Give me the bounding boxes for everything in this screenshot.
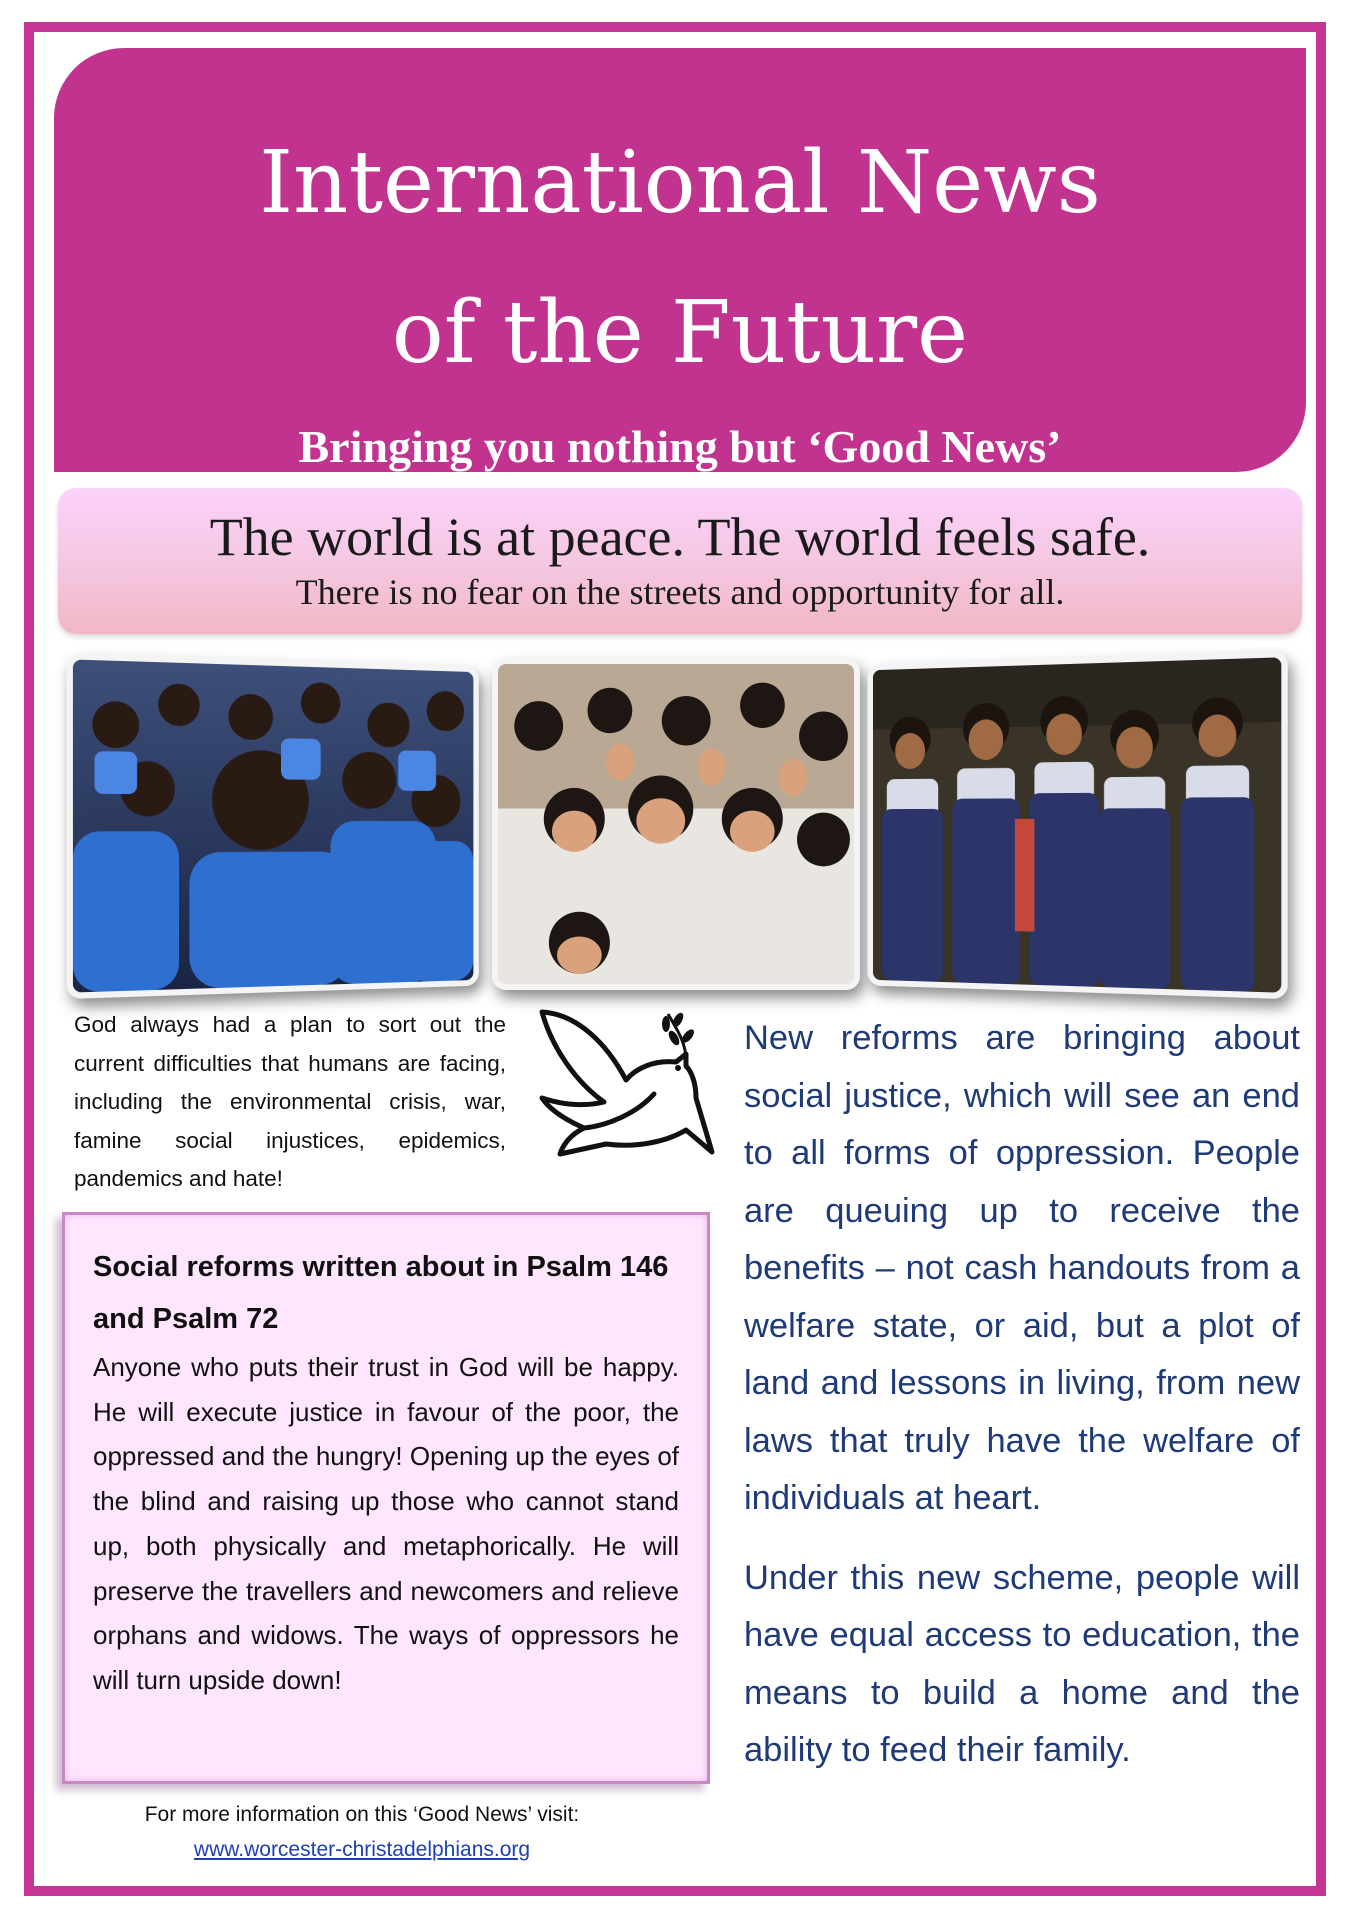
header-banner bbox=[54, 48, 1306, 472]
photo-1-image bbox=[73, 659, 473, 992]
banner-headline: The world is at peace. The world feels safe. bbox=[209, 507, 1151, 567]
title-line-2: of the Future bbox=[391, 283, 969, 383]
reforms-paragraph: New reforms are bringing about social justice, which will see an end to all forms of oppression. People are queuing up to receive the benefits – not cash handouts from a welfare state, or aid, but a plot of land and lessons in living, from new laws that truly have the welfare of individuals at heart. bbox=[744, 1019, 1300, 1517]
banner-subline: There is no fear on the streets and opportunity for all. bbox=[295, 572, 1065, 612]
psalm-body: Anyone who puts their trust in God will be happy. He will execute justice in favour of the poor, the oppressed and the hungry! Opening up the eyes of the blind and raising up those who cannot stand up, both physically and metaphorically. He will preserve the travellers and newcomers and relieve orphans and widows. The ways of oppressors he will turn upside down! bbox=[93, 1352, 679, 1695]
page-title bbox=[54, 108, 1306, 408]
intro-paragraph: God always had a plan to sort out the current difficulties that humans are facing, including the environmental crisis, war, famine social injustices, epidemics, pandemics and hate! bbox=[74, 1012, 506, 1191]
scheme-paragraph: Under this new scheme, people will have equal access to education, the means to build a home and the ability to feed their family. bbox=[744, 1558, 1300, 1769]
waving-schoolchildren-photo bbox=[492, 658, 860, 990]
website-link[interactable]: www.worcester-christadelphians.org bbox=[193, 1838, 531, 1861]
more-info-text: For more information on this ‘Good News’ visit: bbox=[144, 1803, 580, 1826]
title-line-1: International News bbox=[259, 133, 1101, 233]
psalm-heading: Social reforms written about in Psalm 146 and Psalm 72 bbox=[93, 1251, 669, 1335]
children-in-blue-uniforms-photo bbox=[67, 653, 479, 999]
psalm-box bbox=[62, 1212, 710, 1784]
peace-banner bbox=[58, 488, 1302, 634]
dove-icon bbox=[536, 1002, 718, 1170]
photo-2-image bbox=[498, 664, 854, 984]
right-column bbox=[744, 1010, 1300, 1802]
footer-more-info bbox=[100, 1797, 624, 1867]
photo-3-image bbox=[873, 657, 1281, 992]
tagline: Bringing you nothing but ‘Good News’ bbox=[298, 421, 1062, 472]
girls-in-navy-pinafores-photo bbox=[868, 651, 1288, 999]
